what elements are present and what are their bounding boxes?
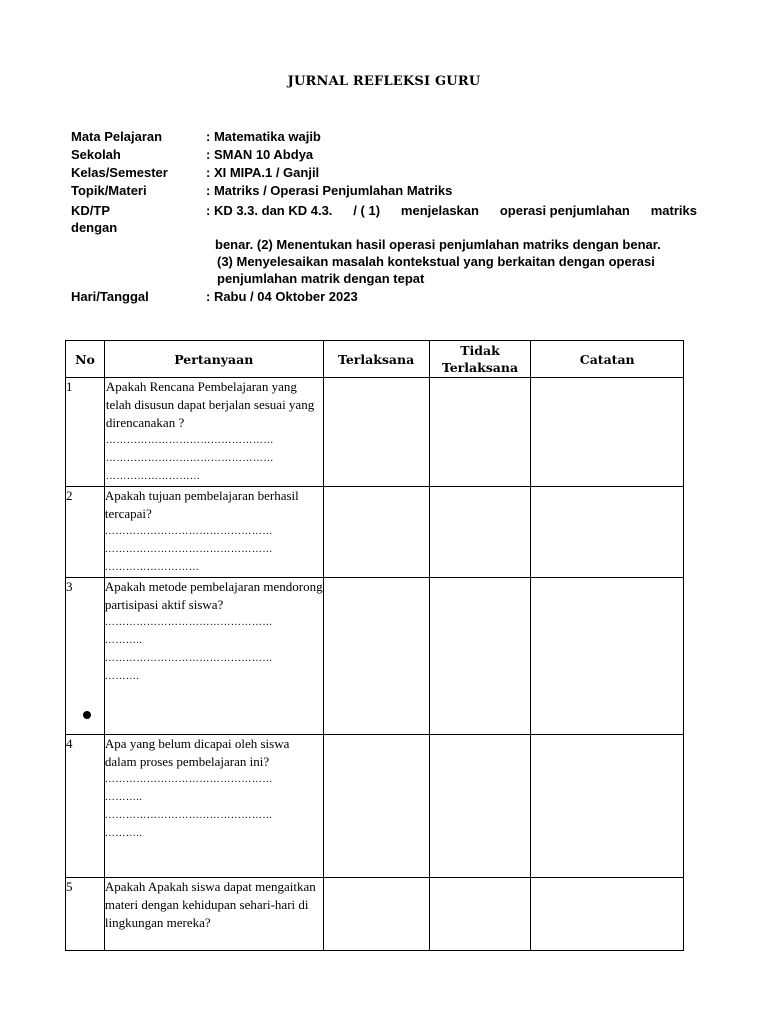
answer-dots: ………………………………………… xyxy=(104,774,273,785)
header-tidak-line2: Terlaksana xyxy=(441,360,519,375)
catatan-cell[interactable] xyxy=(531,487,684,578)
answer-dots: ………………………………………… xyxy=(104,526,273,537)
info-row-mata-pelajaran xyxy=(71,128,711,145)
table-row xyxy=(66,487,684,578)
header-pertanyaan: Pertanyaan xyxy=(104,341,323,378)
question-text: Apakah Apakah siswa dapat mengaitkan materi dengan kehidupan sehari-hari di lingkungan mereka? xyxy=(104,879,316,930)
info-value: : SMAN 10 Abdya xyxy=(206,147,314,162)
document-title: JURNAL REFLEKSI GURU xyxy=(287,74,481,89)
row-number: 4 xyxy=(66,735,105,878)
tidak-terlaksana-cell[interactable] xyxy=(429,735,531,878)
answer-dots: ………. xyxy=(104,671,140,682)
answer-dots: ………………………………………… xyxy=(104,653,273,664)
info-label: Topik/Materi xyxy=(71,183,147,198)
answer-dots: ……………………… xyxy=(104,562,200,573)
question-cell xyxy=(104,578,323,735)
header-tidak-terlaksana xyxy=(429,341,531,378)
info-value: : XI MIPA.1 / Ganjil xyxy=(206,165,320,180)
table-header-row xyxy=(66,341,684,378)
catatan-cell[interactable] xyxy=(531,878,684,951)
question-cell xyxy=(104,378,323,487)
question-text: Apakah Rencana Pembelajaran yang telah disusun dapat berjalan sesuai yang direncanakan ? xyxy=(105,379,315,430)
answer-dots: ………………………………………… xyxy=(105,435,274,446)
info-label: KD/TP xyxy=(71,203,110,218)
info-row-kelas xyxy=(71,164,711,181)
info-value: : Matriks / Operasi Penjumlahan Matriks xyxy=(206,183,453,198)
kd-value-line2: benar. (2) Menentukan hasil operasi penjumlahan matriks dengan benar. xyxy=(215,237,661,252)
row-number: 5 xyxy=(66,878,105,951)
table-row xyxy=(66,378,684,487)
row-number: 1 xyxy=(66,378,105,487)
row-number: 2 xyxy=(66,487,105,578)
question-text: Apakah metode pembelajaran mendorong partisipasi aktif siswa? xyxy=(104,579,323,612)
table-row xyxy=(66,735,684,878)
info-row-kd-line2 xyxy=(71,236,711,253)
question-cell xyxy=(104,735,323,878)
info-label: Kelas/Semester xyxy=(71,165,168,180)
table-row xyxy=(66,578,684,735)
kd-value-line3: (3) Menyelesaikan masalah kontekstual yang berkaitan dengan operasi xyxy=(217,254,655,269)
kd-part: / ( 1) xyxy=(353,203,381,218)
answer-dots: ………………………………………… xyxy=(104,810,273,821)
row-number: 3 xyxy=(66,578,105,735)
info-value: : Matematika wajib xyxy=(206,129,321,144)
info-row-topik xyxy=(71,182,711,199)
terlaksana-cell[interactable] xyxy=(323,378,429,487)
kd-part: operasi penjumlahan xyxy=(499,203,630,218)
answer-dots: ………………………………………… xyxy=(105,453,274,464)
catatan-cell[interactable] xyxy=(531,378,684,487)
kd-part: matriks xyxy=(650,203,697,218)
header-tidak-line1: Tidak xyxy=(460,343,500,358)
terlaksana-cell[interactable] xyxy=(323,487,429,578)
question-cell xyxy=(104,487,323,578)
kd-label-cont: dengan xyxy=(71,220,118,235)
terlaksana-cell[interactable] xyxy=(323,578,429,735)
terlaksana-cell[interactable] xyxy=(323,735,429,878)
info-value: : Rabu / 04 Oktober 2023 xyxy=(206,289,358,304)
answer-dots: ……….. xyxy=(104,635,143,646)
header-no: No xyxy=(66,341,105,378)
answer-dots: ……….. xyxy=(104,828,143,839)
reflection-table xyxy=(65,340,684,951)
question-cell xyxy=(104,878,323,951)
question-text: Apakah tujuan pembelajaran berhasil tercapai? xyxy=(104,488,299,521)
info-row-kd-cont xyxy=(71,219,711,236)
table-row xyxy=(66,878,684,951)
info-row-kd-line3 xyxy=(71,253,711,270)
kd-value-line4: penjumlahan matrik dengan tepat xyxy=(217,271,425,286)
info-label: Sekolah xyxy=(71,147,121,162)
info-row-kd-line4 xyxy=(71,270,711,287)
info-row-sekolah xyxy=(71,146,711,163)
info-label: Mata Pelajaran xyxy=(71,129,163,144)
tidak-terlaksana-cell[interactable] xyxy=(429,878,531,951)
info-row-kd xyxy=(71,202,711,219)
catatan-cell[interactable] xyxy=(531,735,684,878)
catatan-cell[interactable] xyxy=(531,578,684,735)
tidak-terlaksana-cell[interactable] xyxy=(429,578,531,735)
terlaksana-cell[interactable] xyxy=(323,878,429,951)
info-row-hari xyxy=(71,288,711,305)
info-label: Hari/Tanggal xyxy=(71,289,149,304)
answer-dots: ……………………… xyxy=(105,471,201,482)
answer-dots: ………………………………………… xyxy=(104,544,273,555)
kd-part: : KD 3.3. dan KD 4.3. xyxy=(206,203,333,218)
header-catatan: Catatan xyxy=(531,341,684,378)
header-terlaksana: Terlaksana xyxy=(323,341,429,378)
answer-dots: ……….. xyxy=(104,792,143,803)
question-text: Apa yang belum dicapai oleh siswa dalam proses pembelajaran ini? xyxy=(104,736,290,769)
answer-dots: ………………………………………… xyxy=(104,617,273,628)
tidak-terlaksana-cell[interactable] xyxy=(429,378,531,487)
kd-part: menjelaskan xyxy=(400,203,479,218)
bullet-dot-icon xyxy=(83,711,91,719)
tidak-terlaksana-cell[interactable] xyxy=(429,487,531,578)
kd-value-line1 xyxy=(206,202,697,219)
